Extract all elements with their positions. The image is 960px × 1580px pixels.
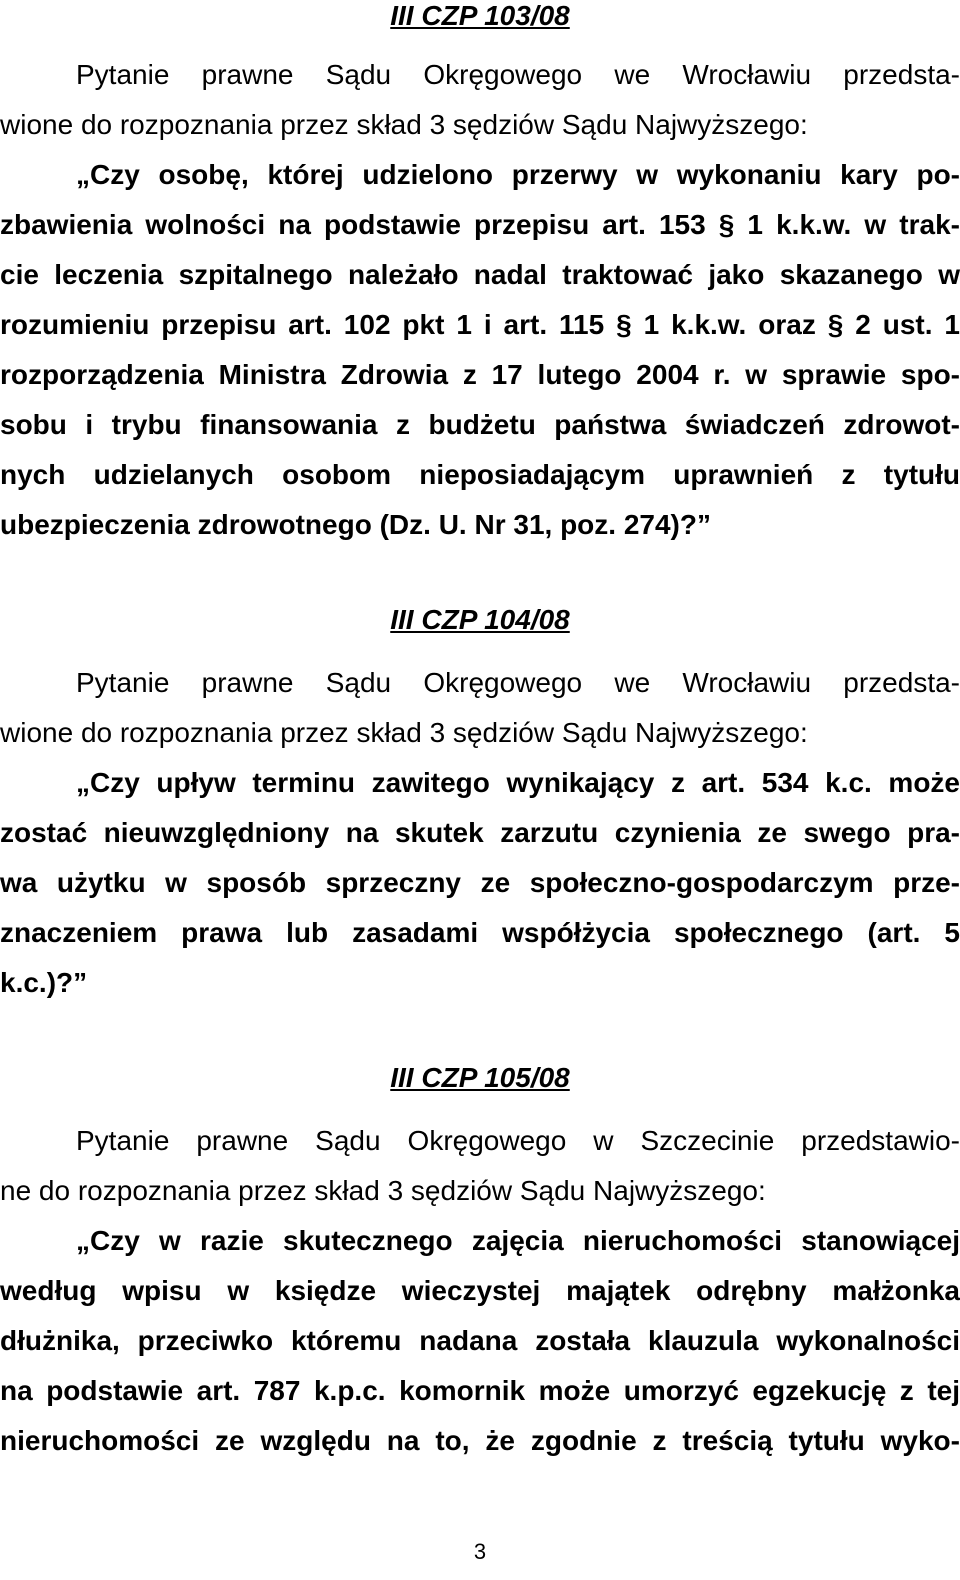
intro-line: ne do rozpoznania przez skład 3 sędziów Sądu Najwyższego:: [0, 1175, 766, 1206]
question-line: zbawienia wolności na podstawie przepisu art. 153 § 1 k.k.w. w trak-: [0, 209, 960, 240]
case-number: III CZP 104/08: [390, 604, 570, 635]
question-line: „Czy osobę, której udzielono przerwy w wykonaniu kary po-: [76, 159, 960, 190]
case-question: [0, 758, 960, 1008]
question-line: ubezpieczenia zdrowotnego (Dz. U. Nr 31, poz. 274)?”: [0, 509, 711, 540]
case-number: III CZP 103/08: [390, 0, 570, 31]
question-line: k.c.)?”: [0, 967, 88, 998]
intro-line: Pytanie prawne Sądu Okręgowego w Szczecinie przedstawio-: [76, 1125, 960, 1156]
question-line: wa użytku w sposób sprzeczny ze społeczno-gospodarczym prze-: [0, 867, 960, 898]
case-intro: [0, 50, 960, 150]
intro-line: Pytanie prawne Sądu Okręgowego we Wrocławiu przedsta-: [76, 59, 960, 90]
page-number: 3: [473, 1539, 487, 1564]
intro-line: Pytanie prawne Sądu Okręgowego we Wrocławiu przedsta-: [76, 667, 960, 698]
question-line: nieruchomości ze względu na to, że zgodnie z treścią tytułu wyko-: [0, 1425, 960, 1456]
question-line: zostać nieuwzględniony na skutek zarzutu czynienia ze swego pra-: [0, 817, 960, 848]
case-intro: [0, 658, 960, 758]
question-line: znaczeniem prawa lub zasadami współżycia społecznego (art. 5: [0, 917, 960, 948]
question-line: „Czy w razie skutecznego zajęcia nieruchomości stanowiącej: [76, 1225, 960, 1256]
question-line: według wpisu w księdze wieczystej majątek odrębny małżonka: [0, 1275, 960, 1306]
case-intro: [0, 1116, 960, 1216]
case-question: [0, 150, 960, 550]
case-section-104: [0, 602, 960, 1008]
question-line: nych udzielanych osobom nieposiadającym uprawnień z tytułu: [0, 459, 960, 490]
intro-line: wione do rozpoznania przez skład 3 sędziów Sądu Najwyższego:: [0, 109, 808, 140]
case-question: [0, 1216, 960, 1466]
question-line: dłużnika, przeciwko któremu nadana została klauzula wykonalności: [0, 1325, 960, 1356]
question-line: cie leczenia szpitalnego należało nadal traktować jako skazanego w: [0, 259, 960, 290]
question-line: na podstawie art. 787 k.p.c. komornik może umorzyć egzekucję z tej: [0, 1375, 960, 1406]
question-line: „Czy upływ terminu zawitego wynikający z art. 534 k.c. może: [76, 767, 960, 798]
question-line: rozporządzenia Ministra Zdrowia z 17 lutego 2004 r. w sprawie spo-: [0, 359, 960, 390]
question-line: sobu i trybu finansowania z budżetu państwa świadczeń zdrowot-: [0, 409, 960, 440]
case-section-105: [0, 1060, 960, 1466]
case-number: III CZP 105/08: [390, 1062, 570, 1093]
question-line: rozumieniu przepisu art. 102 pkt 1 i art. 115 § 1 k.k.w. oraz § 2 ust. 1: [0, 309, 960, 340]
intro-line: wione do rozpoznania przez skład 3 sędziów Sądu Najwyższego:: [0, 717, 808, 748]
case-section-103: [0, 0, 960, 550]
